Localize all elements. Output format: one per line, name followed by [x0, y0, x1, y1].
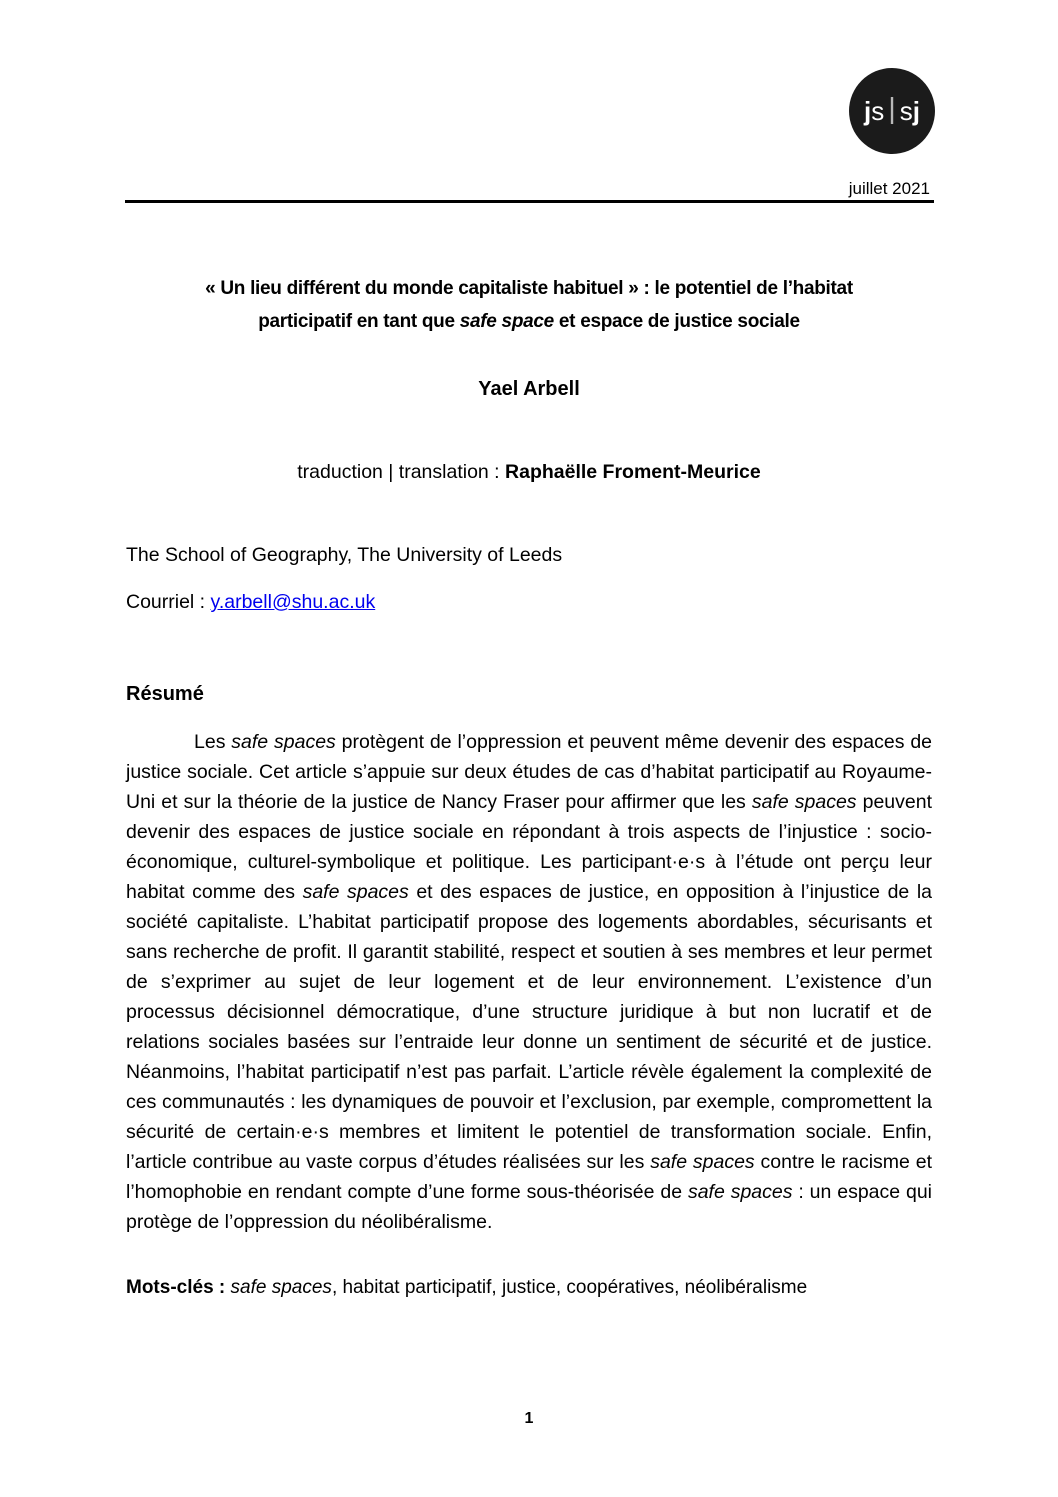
affiliation-line: The School of Geography, The University of Leeds: [126, 544, 563, 566]
logo-left-text: js: [863, 95, 885, 126]
issue-date: juillet 2021: [848, 179, 930, 198]
article-title-line1: « Un lieu différent du monde capitaliste habituel » : le potentiel de l’habitat: [205, 278, 853, 299]
author-name: Yael Arbell: [478, 378, 580, 400]
logo-right-text: sj: [899, 95, 920, 126]
email-label: Courriel :: [126, 591, 211, 613]
keywords-line: Mots-clés : safe spaces, habitat participatif, justice, coopératives, néolibéralisme: [126, 1277, 808, 1298]
abstract-heading: Résumé: [126, 683, 204, 705]
page-number: 1: [524, 1410, 534, 1427]
article-title-line2: participatif en tant que safe space et espace de justice sociale: [258, 311, 800, 332]
translation-credit: traduction | translation : Raphaëlle Froment-Meurice: [297, 461, 761, 483]
email-link[interactable]: y.arbell@shu.ac.uk: [210, 591, 376, 613]
logo-divider-bar: |: [888, 92, 896, 125]
header-rule: [125, 200, 934, 203]
jssj-journal-logo: [849, 68, 935, 154]
abstract-paragraph: Les safe spaces protègent de l’oppression et peuvent même devenir des espaces de justice sociale. Cet article s’appuie sur deux études de cas d’habitat participatif au Royaume-Uni et sur la théorie de la justice de Nancy Fraser pour affirmer que les safe spaces peuvent devenir des espaces de justice sociale en répondant à trois aspects de l’injustice : socio-économique, culturel-symbolique et politique. Les participant·e·s à l’étude ont perçu leur habitat comme des safe spaces et des espaces de justice, en opposition à l’injustice de la société capitaliste. L’habitat participatif propose des logements abordables, sécurisants et sans recherche de profit. Il garantit stabilité, respect et soutien à ses membres et leur permet de s’exprimer au sujet de leur logement et de leur environnement. L’existence d’un processus décisionnel démocratique, d’une structure juridique à but non lucratif et de relations sociales basées sur l’entraide leur donne un sentiment de sécurité et de justice. Néanmoins, l’habitat participatif n’est pas parfait. L’article révèle également la complexité de ces communautés : les dynamiques de pouvoir et l’exclusion, par exemple, compromettent la sécurité de certain·e·s membres et limitent le potentiel de transformation sociale. Enfin, l’article contribue au vaste corpus d’études réalisées sur les safe spaces contre le racisme et l’homophobie en rendant compte d’une forme sous-théorisée de safe spaces : un espace qui protège de l’oppression du néolibéralisme.: [126, 731, 933, 1233]
contact-line: [126, 591, 932, 614]
article-title: [126, 272, 932, 338]
